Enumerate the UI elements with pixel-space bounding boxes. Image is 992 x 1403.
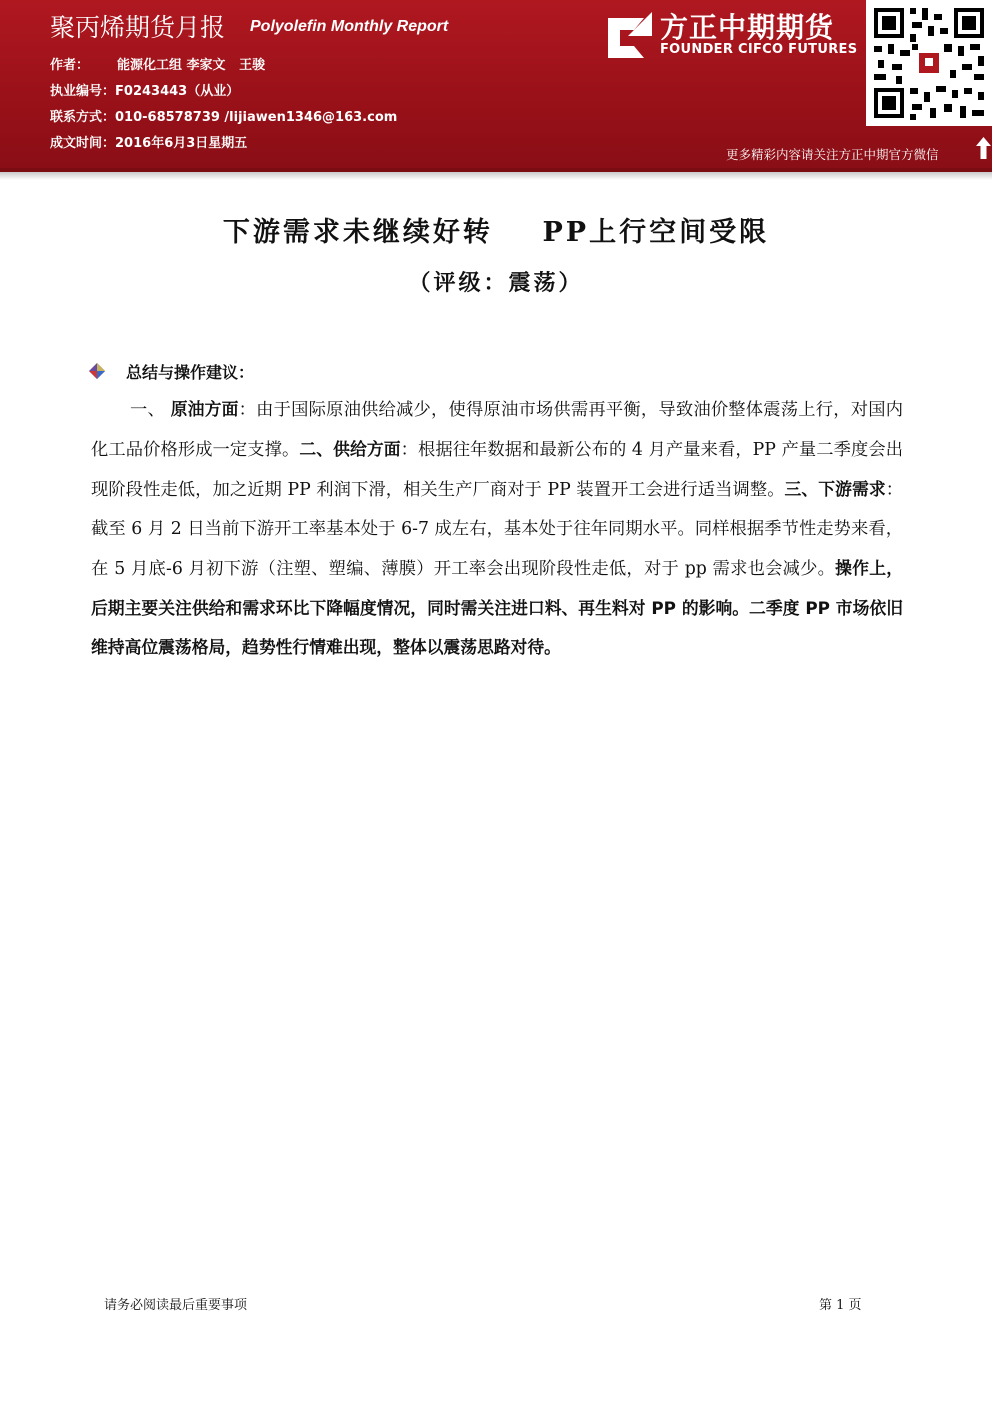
author-label: 作者： <box>50 58 90 73</box>
license-line <box>50 80 239 99</box>
page-number: 第 1 页 <box>819 1298 862 1313</box>
summary-heading: 总结与操作建议： <box>126 363 255 382</box>
report-title: 聚丙烯期货月报 <box>50 13 226 42</box>
wechat-qr-code-icon <box>866 0 992 126</box>
license-value: F0243443（从业） <box>115 84 240 99</box>
up-arrow-icon <box>975 136 992 160</box>
header-shadow <box>0 172 992 180</box>
report-subtitle: Polyolefin Monthly Report <box>250 18 449 35</box>
date-line <box>50 132 247 151</box>
license-label: 执业编号： <box>50 84 116 99</box>
crude-oil-heading: 原油方面 <box>170 399 239 419</box>
wechat-follow-note: 更多精彩内容请关注方正中期官方微信 <box>726 147 939 162</box>
supply-text: ：根据往年数据和最新公布的 4 月产量来看，PP 产量二季度会出现阶段性走低，加之近期 PP 利润下滑，相关生产厂商对于 PP 装置开工会进行适当调整。 <box>91 439 903 500</box>
point-one-number: 一、 <box>130 400 171 420</box>
document-title: 下游需求未继续好转 PP上行空间受限 <box>222 217 770 248</box>
contact-line <box>50 106 397 125</box>
supply-heading: 二、供给方面 <box>299 438 401 459</box>
report-header <box>0 0 992 168</box>
operation-advice: 操作上，后期主要关注供给和需求环比下降幅度情况，同时需关注进口料、再生料对 PP 的影响。二季度 PP 市场依旧维持高位震荡格局，趋势性行情难出现，整体以震荡思路对待。 <box>91 557 903 658</box>
demand-text: ：截至 6 月 2 日当前下游开工率基本处于 6-7 成左右，基本处于往年同期水平。同样根据季节性走势来看，在 5 月底-6 月初下游（注塑、塑编、薄膜）开工率会出现阶段性走低，对于 pp 需求也会减少。 <box>91 479 903 579</box>
brand-name-cn: 方正中期期货 <box>660 11 835 44</box>
contact-value: 010-68578739 /lijiawen1346@163.com <box>115 110 398 125</box>
brand-name-en: FOUNDER CIFCO FUTURES <box>660 42 858 57</box>
author-line <box>50 54 265 73</box>
date-value: 2016年6月3日星期五 <box>115 136 248 151</box>
date-label: 成文时间： <box>50 136 116 151</box>
summary-paragraph <box>91 390 903 668</box>
demand-heading: 三、下游需求 <box>784 478 886 499</box>
crude-oil-text: ：由于国际原油供给减少，使得原油市场供需再平衡，导致油价整体震荡上行，对国内化工品价格形成一定支撑。 <box>91 400 903 460</box>
footer-notice: 请务必阅读最后重要事项 <box>104 1298 248 1313</box>
contact-label: 联系方式： <box>50 110 116 125</box>
author-value: 能源化工组 李家文 王骏 <box>117 58 266 73</box>
diamond-bullet-icon <box>89 363 105 379</box>
document-rating: （评级：震荡） <box>408 270 584 296</box>
